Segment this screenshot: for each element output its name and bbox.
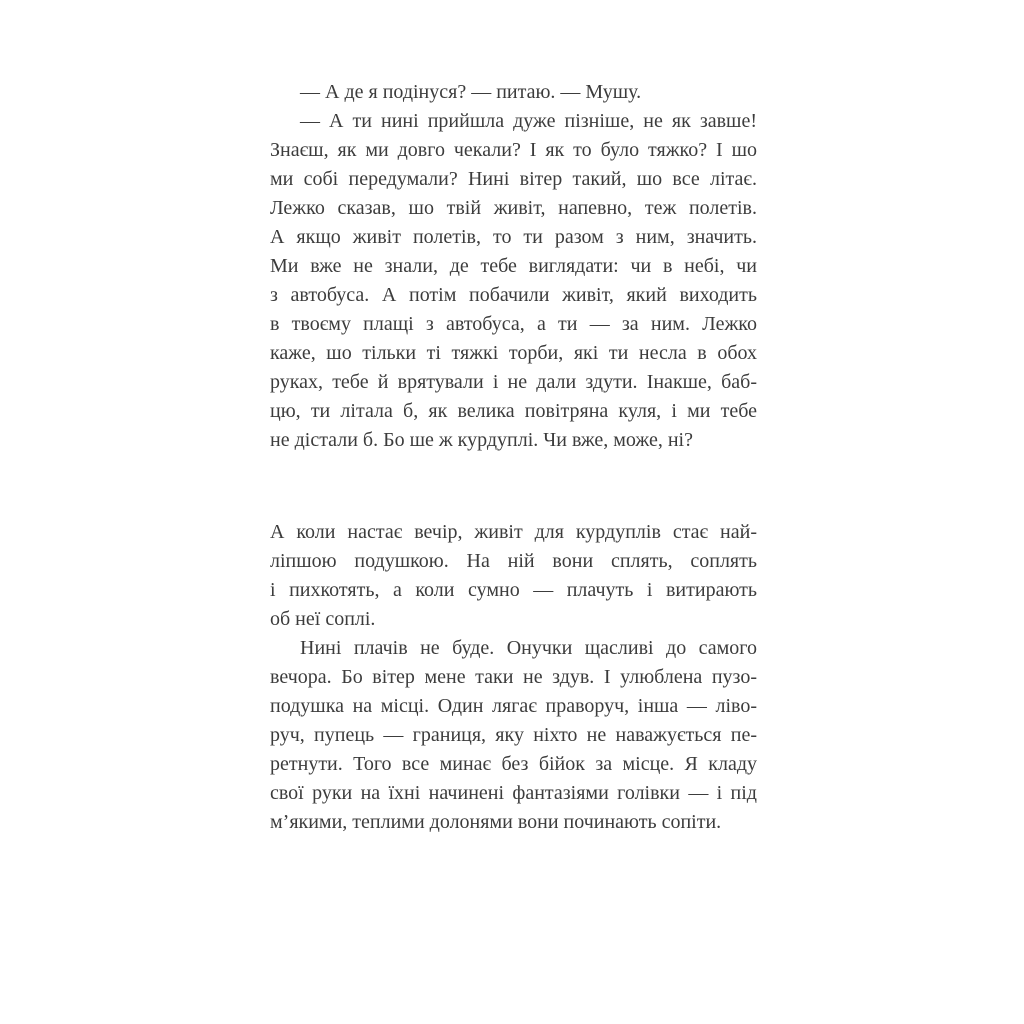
text-line: в твоєму плащі з автобуса, а ти — за ним. Лежко <box>270 313 757 335</box>
paragraph <box>270 107 757 455</box>
text-line: і пихкотять, а коли сумно — плачуть і витирають <box>270 579 757 601</box>
text-line: Лежко сказав, шо твій живіт, напевно, теж полетів. <box>270 197 757 219</box>
text-line: вечора. Бо вітер мене таки не здув. І улюблена пузо- <box>270 666 757 688</box>
text-line: Ми вже не знали, де тебе виглядати: чи в небі, чи <box>270 255 757 277</box>
paragraph <box>270 634 757 837</box>
paragraph <box>270 518 757 634</box>
text-line: з автобуса. А потім побачили живіт, який виходить <box>270 284 757 306</box>
text-line: цю, ти літала б, як велика повітряна куля, і ми тебе <box>270 400 757 422</box>
text-line: м’якими, теплими долонями вони починають сопіти. <box>270 811 722 833</box>
text-line: руч, пупець — границя, яку ніхто не наважується пе- <box>270 724 757 746</box>
text-line: А якщо живіт полетів, то ти разом з ним, значить. <box>270 226 757 248</box>
paragraph <box>270 78 757 107</box>
text-line: Знаєш, як ми довго чекали? І як то було тяжко? І шо <box>270 139 757 161</box>
text-line: руках, тебе й врятували і не дали здути. Інакше, баб- <box>270 371 757 393</box>
text-line: об неї соплі. <box>270 608 376 630</box>
text-line: — А ти нині прийшла дуже пізніше, не як завше! <box>300 110 757 132</box>
text-line: не дістали б. Бо ше ж курдуплі. Чи вже, може, ні? <box>270 429 693 451</box>
text-line: каже, шо тільки ті тяжкі торби, які ти несла в обох <box>270 342 757 364</box>
text-block <box>270 78 757 837</box>
text-line: Нині плачів не буде. Онучки щасливі до самого <box>300 637 757 659</box>
text-line: — А де я подінуся? — питаю. — Мушу. <box>300 81 642 103</box>
text-line: свої руки на їхні начинені фантазіями голівки — і під <box>270 782 757 804</box>
text-line: А коли настає вечір, живіт для курдуплів стає най- <box>270 521 757 543</box>
text-line: ретнути. Того все минає без бійок за місце. Я кладу <box>270 753 757 775</box>
text-line: подушка на місці. Один лягає праворуч, інша — ліво- <box>270 695 757 717</box>
text-line: ми собі передумали? Нині вітер такий, шо все літає. <box>270 168 757 190</box>
text-line: ліпшою подушкою. На ній вони сплять, соплять <box>270 550 757 572</box>
